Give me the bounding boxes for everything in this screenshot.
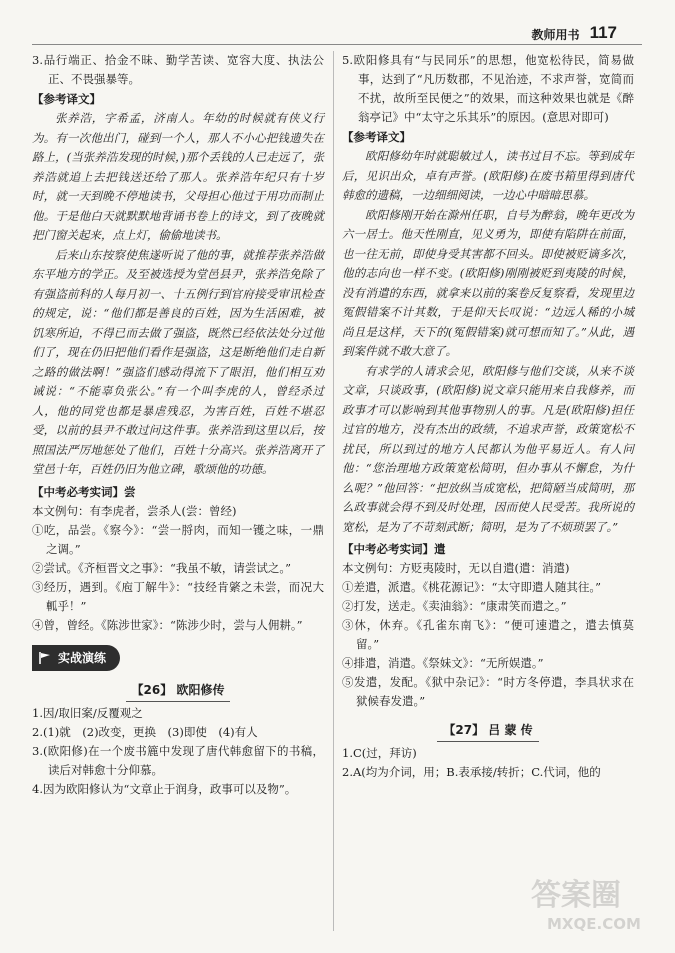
example-sentence: 本文例句：有李虎者，尝杀人(尝：曾经): [32, 503, 237, 518]
key-word-heading: [32, 482, 324, 502]
answer-item: 2.A(均为介词，用；B.表承接/转折；C.代词，他的: [342, 765, 601, 779]
page-number: 117: [589, 23, 617, 42]
meaning-item: ③休，休弃。《孔雀东南飞》：“便可速遣之，遣去慎莫留。”: [342, 618, 634, 651]
practice-banner-label: 实战演练: [58, 650, 107, 665]
section-number: 【27】: [443, 723, 485, 737]
book-label: 教师用书: [531, 28, 580, 42]
translation-paragraph: 后来山东按察使焦遂听说了他的事，就推荐张养浩做东平地方的学正。及至被选授为堂邑县尹，张养浩免除了有强盗前科的人每月初一、十五例行到官府接受审讯检查的规定，说：“他们都是善良的百姓，因为生活困难，被饥寒所迫，不得已而去做了强盗，既然已经依法处分过他们了，现在仍旧把他们看作是强盗，这是断绝他们走自新之路的做法啊！”强盗们感动得流下了眼泪，他们相互劝诫说：“不能辜负张公。”有一个叫李虎的人，曾经杀过人，他的同党也都是暴虐残忍，为害百姓，百姓不堪忍受，以前的县尹不敢过问这件事。张养浩到这里以后，按照国法严厉地惩处了他们，百姓十分高兴。张养浩离开了堂邑十年，百姓仍旧为他立碑，歌颂他的功德。: [32, 247, 324, 476]
reference-translation-tag: 【参考译文】: [342, 130, 411, 144]
right-column: [342, 51, 634, 782]
answer-item: 1.因/取旧案/反覆观之: [32, 705, 143, 720]
watermark-logo: [525, 867, 665, 937]
svg-text:MXQE.COM: MXQE.COM: [547, 915, 641, 933]
key-word: 遣: [434, 542, 446, 556]
svg-text:答案圈: 答案圈: [531, 878, 621, 913]
meaning-item: ⑤发遣，发配。《狱中杂记》：“时方冬停遣，李具状求在狱候春发遣。”: [342, 675, 634, 708]
answer-item: 1.C(过，拜访): [342, 746, 417, 760]
answer-3-tail: 3.品行端正、拾金不昧、勤学苦读、宽容大度、执法公正、不畏强暴等。: [32, 53, 324, 86]
page-header: [532, 15, 617, 43]
answer-item: 3.(欧阳修)在一个废书簏中发现了唐代韩愈留下的书稿，读后对韩愈十分仰慕。: [32, 743, 324, 777]
section-name: 吕 蒙 传: [488, 723, 533, 737]
key-word: 尝: [124, 484, 136, 499]
key-word-heading: [342, 539, 634, 559]
answer-item: 2.(1)就 (2)改变，更换 (3)即使 (4)有人: [32, 724, 258, 739]
translation-paragraph: 欧阳修幼年时就聪敏过人，读书过目不忘。等到成年后，见识出众，卓有声誉。(欧阳修)在废书箱里得到唐代韩愈的遗稿，一边细细阅读，一边心中暗暗思慕。: [342, 149, 634, 202]
section-title-26: [32, 679, 324, 702]
example-sentence: 本文例句：方贬夷陵时，无以自遣(遣：消遣): [342, 561, 570, 575]
meaning-item: ②尝试。《齐桓晋文之事》：“我虽不敏，请尝试之。”: [32, 560, 292, 575]
translation-paragraph: 张养浩，字希孟，济南人。年幼的时候就有侠义行为。有一次他出门，碰到一个人，那人不小心把钱遗失在路上，(当张养浩发现的时候，)那个丢钱的人已走远了，张养浩就追上去把钱送还给了那人。张养浩年纪只有十岁时，就一天到晚不停地读书，父母担心他过于用功而制止他。于是他白天就默默地背诵书卷上的诗文，到了夜晚就把门窗关起来，点上灯，偷偷地读书。: [32, 111, 324, 242]
key-word-tag: 【中考必考实词】: [342, 542, 434, 556]
flag-icon: [38, 651, 52, 665]
meaning-item: ④曾，曾经。《陈涉世家》：“陈涉少时，尝与人佣耕。”: [32, 617, 303, 632]
translation-paragraph: 欧阳修刚开始在滁州任职，自号为醉翁，晚年更改为六一居士。他天性刚直，见义勇为，即使有陷阱在前面，也一往无前，即使身受其害都不回头。即使被贬谪多次，他的志向也一样不变。(欧阳修)刚刚被贬到夷陵的时候，没有消遣的东西，就拿来以前的案卷反复察看，发现里边冤假错案不计其数，于是仰天长叹说：“边远人稀的小城尚且是这样，天下的(冤假错案)就可想而知了。”从此，遇到案件就不敢大意了。: [342, 207, 634, 358]
left-column: [32, 51, 324, 799]
meaning-item: ②打发，送走。《卖油翁》：“康肃笑而遣之。”: [342, 599, 567, 613]
section-number: 【26】: [131, 682, 173, 697]
meaning-item: ④排遣，消遣。《祭妹文》：“无所娱遣。”: [342, 656, 544, 670]
section-name: 欧阳修传: [176, 682, 225, 697]
translation-paragraph: 有求学的人请求会见，欧阳修与他们交谈，从来不谈文章，只谈政事，(欧阳修)说文章只能用来自我修养，而政事才可以影响到其他事物别人的事。凡是(欧阳修)担任过官的地方，没有杰出的政绩，不追求声誉，政策宽松不扰民，所以到过的地方人民都认为他平易近人。有人问他：“您治理地方政策宽松简明，但办事从不懈怠，为什么呢？”他回答：“把放纵当成宽松，把简陋当成简明，那么政事就会得不到及时处理，因而使人民受苦。我所说的宽松，是为了不苛刻武断；简明，是为了不烦琐罢了。”: [342, 363, 634, 534]
meaning-item: ①差遣，派遣。《桃花源记》：“太守即遣人随其往。”: [342, 580, 602, 594]
meaning-item: ①吃，品尝。《察今》：“尝一脟肉，而知一镬之味，一鼎之调。”: [32, 522, 324, 556]
key-word-tag: 【中考必考实词】: [32, 484, 124, 499]
section-title-27: [342, 719, 634, 742]
practice-banner: [32, 645, 120, 671]
answer-item: 5.欧阳修具有“与民同乐”的思想，他宽松待民，简易做事，达到了“凡历数郡，不见治迹，不求声誉，宽简而不扰，故所至民便之”的效果，而这种效果也就是《醉翁亭记》中“太守之乐其乐”的原因。(意思对即可): [342, 53, 634, 124]
column-divider: [333, 51, 334, 931]
reference-translation-tag: 【参考译文】: [32, 92, 101, 106]
answer-item: 4.因为欧阳修认为“文章止于润身，政事可以及物”。: [32, 781, 297, 796]
header-rule: [32, 44, 642, 45]
meaning-item: ③经历，遇到。《庖丁解牛》：“技经肯綮之未尝，而况大軱乎！”: [32, 579, 324, 613]
